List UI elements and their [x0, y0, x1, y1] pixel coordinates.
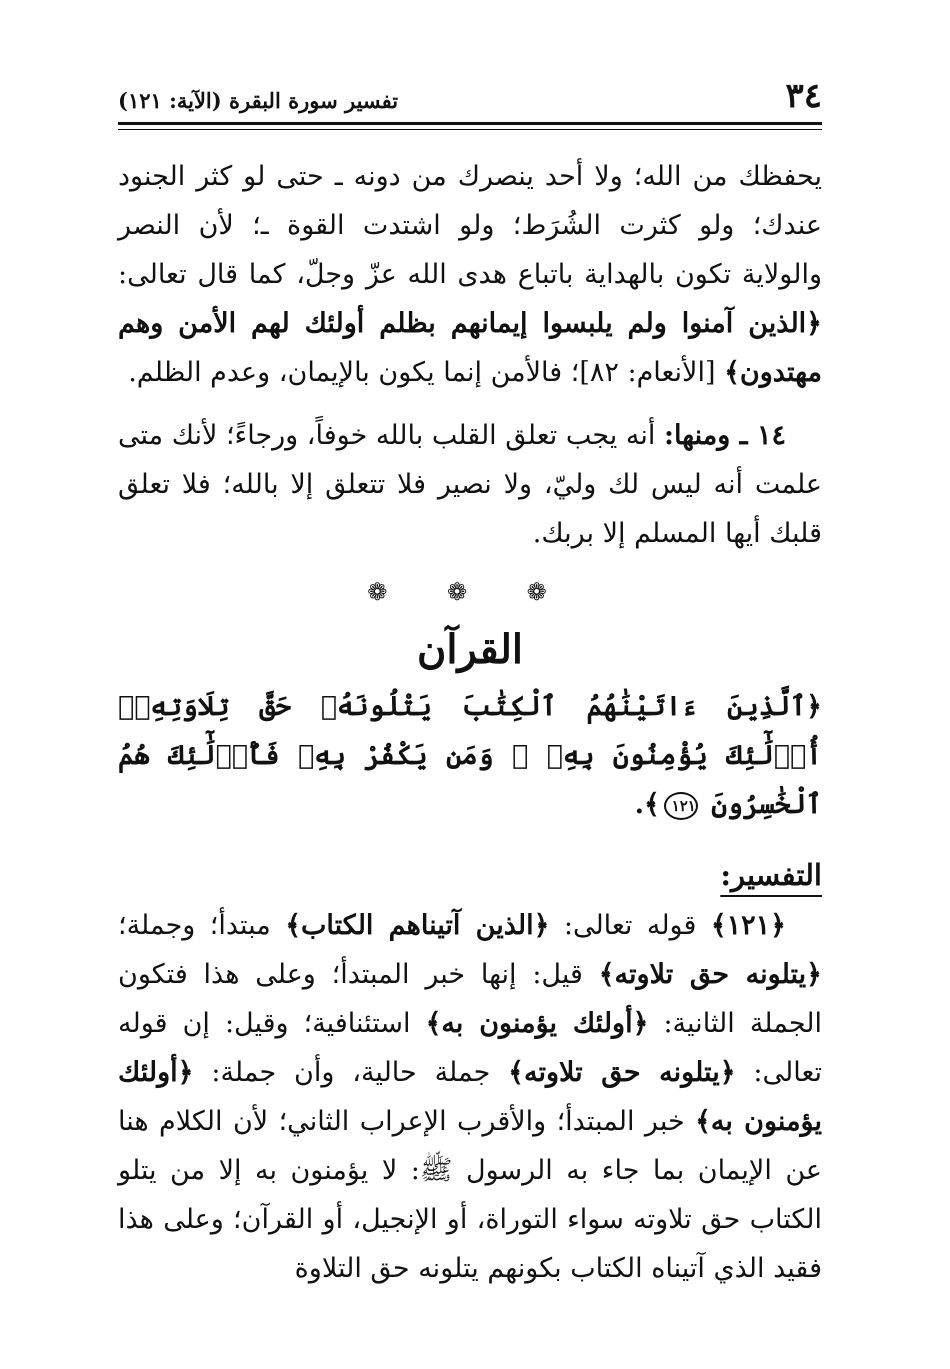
paragraph-2: [118, 411, 822, 558]
p3-part-12: خبر المبتدأ؛ والأقرب الإعراب الثاني؛ لأن الكلام هنا عن الإيمان بما جاء به الرسول ﷺ: لا يؤمنون به إلا من يتلو الكتاب حق تلاوته سواء التوراة، أو الإنجيل، أو القرآن؛ وعلى هذا فقيد الذي آتيناه الكتاب بكونهم يتلونه حق التلاوة: [118, 1106, 822, 1284]
page-body: [118, 152, 822, 1293]
p3-part-8: استئنافية؛ وقيل: إن قوله تعالى:: [118, 1008, 822, 1088]
paragraph-3: [118, 901, 822, 1293]
p3-part-4: مبتدأ؛ وجملة؛: [118, 910, 286, 941]
p3-part-2: قوله تعالى:: [549, 910, 711, 941]
quran-heading: القرآن: [416, 626, 524, 673]
page-number: ٣٤: [785, 76, 822, 116]
running-title: تفسير سورة البقرة (الآية: ١٢١): [118, 88, 399, 113]
p3-part-1: ﴿١٢١﴾: [710, 910, 786, 941]
quran-quote-anam-82: ﴿الذين آمنوا ولم يلبسوا إيمانهم بظلم أولئك لهم الأمن وهم مهتدون﴾: [118, 308, 822, 388]
p3-part-9: ﴿يتلونه حق تلاوته﴾: [508, 1057, 736, 1088]
p3-part-11: ﴿أولئك يؤمنون به﴾: [118, 1057, 823, 1137]
p3-part-10: جملة حالية، وأن جملة:: [193, 1057, 509, 1088]
p3-part-3: ﴿الذين آتيناهم الكتاب﴾: [285, 910, 550, 941]
running-header: [118, 72, 822, 125]
verse-text: ﴿ٱلَّذِينَ ءَاتَيْنَٰهُمُ ٱلْكِتَٰبَ يَتْلُونَهُۥ حَقَّ تِلَاوَتِهِۦٓ أُو۟لَٰٓئِكَ يُؤْمِنُونَ بِهِۦ ۗ وَمَن يَكْفُرْ بِهِۦ فَأُو۟لَٰٓئِكَ هُمُ ٱلْخَٰسِرُونَ: [118, 691, 822, 820]
paragraph-1-text-b: [الأنعام: ٨٢]؛ فالأمن إنما يكون بالإيمان، وعدم الظلم.: [128, 357, 725, 388]
p3-part-5: ﴿يتلونه حق تلاوته﴾: [598, 959, 823, 990]
section-separator: ❁ ❁ ❁: [367, 578, 573, 606]
p3-part-6: قيل: إنها خبر المبتدأ؛ وعلى هذا فتكون الجملة الثانية:: [118, 959, 823, 1039]
verse-closing: ﴾.: [634, 789, 660, 820]
quran-verse: [118, 682, 822, 829]
paragraph-1-text-a: يحفظك من الله؛ ولا أحد ينصرك من دونه ـ حتى لو كثر الجنود عندك؛ ولو كثرت الشُرَط؛ ولو اشتدت القوة ـ؛ لأن النصر والولاية تكون بالهداية باتباع هدى الله عزّ وجلّ، كما قال تعالى:: [118, 161, 822, 290]
point-label-14: ١٤ ـ ومنها:: [663, 420, 787, 451]
p3-part-7: ﴿أولئك يؤمنون به﴾: [425, 1008, 649, 1039]
paragraph-2-text: أنه يجب تعلق القلب بالله خوفاً، ورجاءً؛ لأنك متى علمت أنه ليس لك وليّ، ولا نصير فلا تتعلق إلا بالله؛ فلا تعلق قلبك أيها المسلم إلا بربك.: [118, 420, 822, 549]
tafsir-heading: التفسير:: [720, 858, 822, 892]
paragraph-1: [118, 152, 822, 397]
ayah-number-marker: ١٢١: [664, 792, 698, 820]
